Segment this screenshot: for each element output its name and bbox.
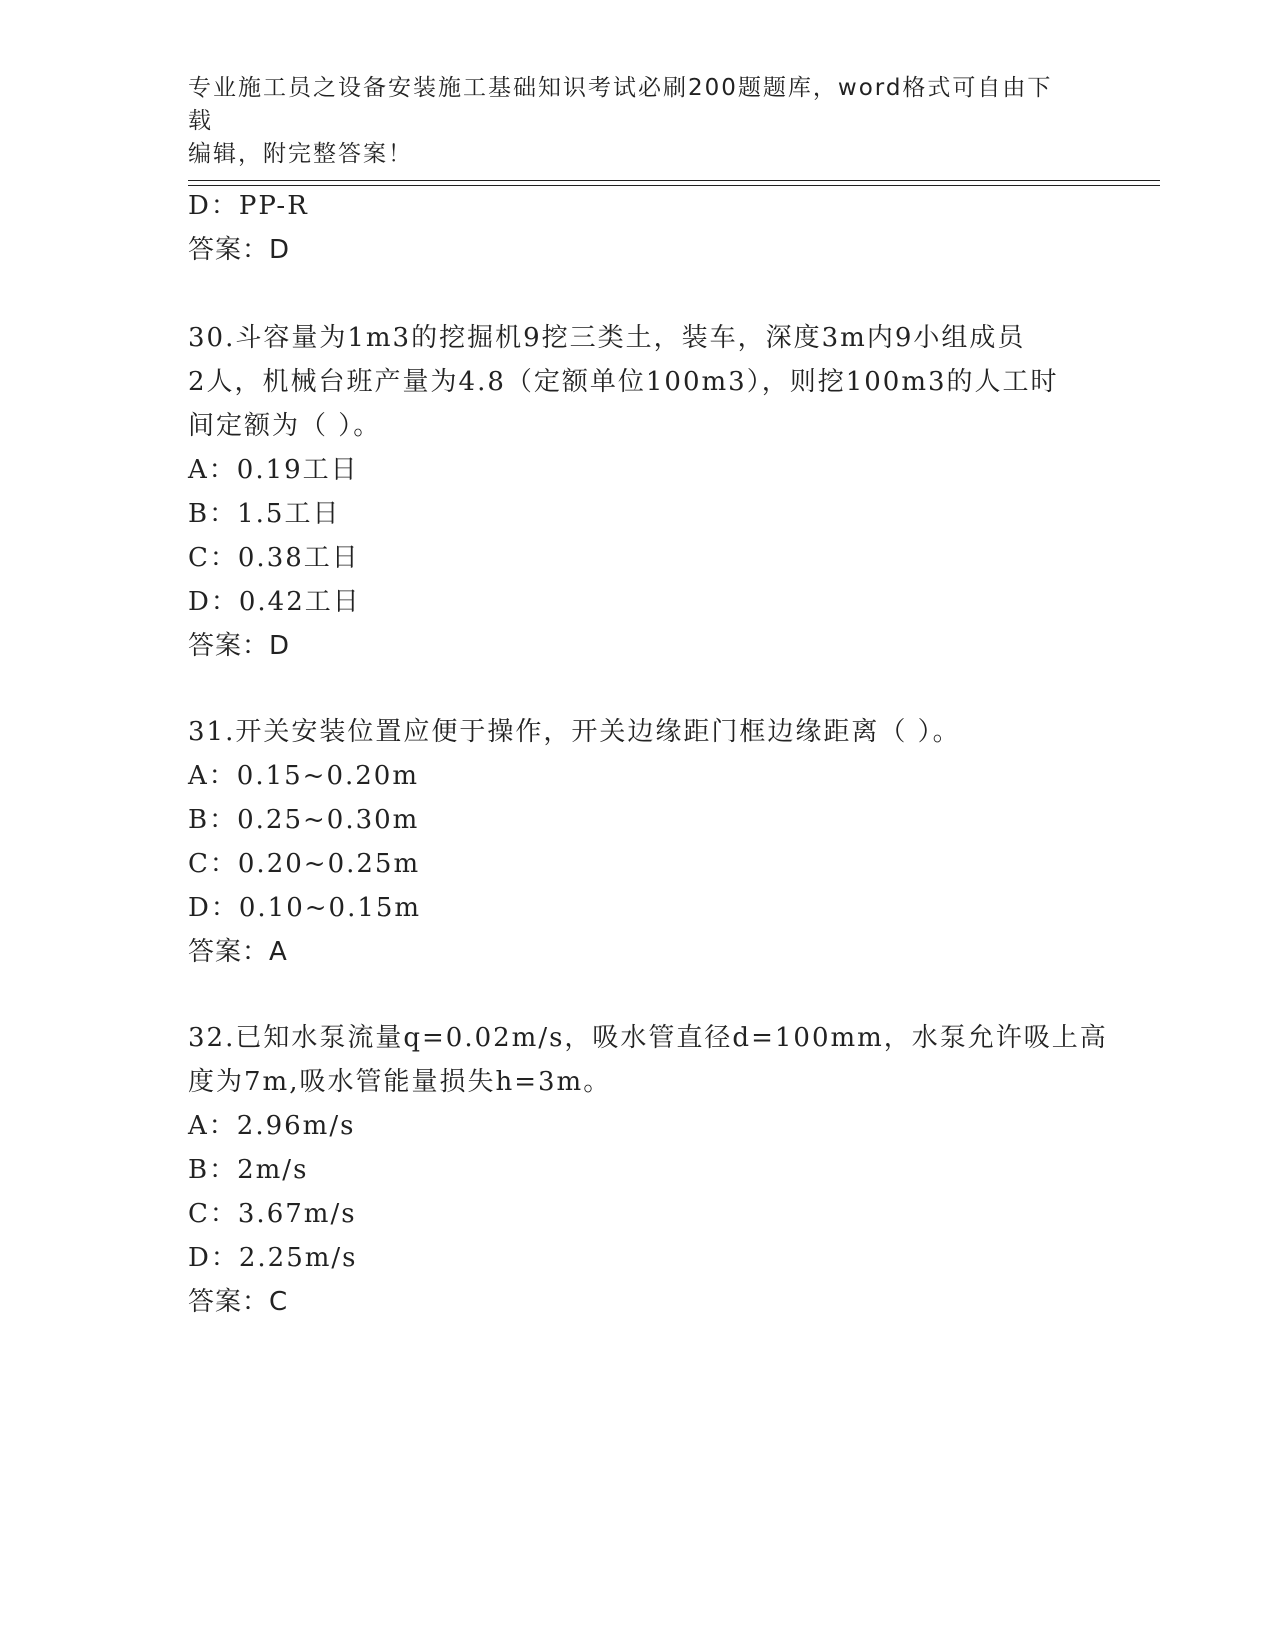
header-title-line-2: 编辑，附完整答案！ bbox=[188, 141, 413, 167]
header-divider-bottom bbox=[188, 185, 1160, 186]
q30-stem-line-1: 30.斗容量为1m3的挖掘机9挖三类土，装车，深度3m内9小组成员 bbox=[188, 323, 1026, 353]
q30-stem-line-2: 2人，机械台班产量为4.8（定额单位100m3），则挖100m3的人工时 bbox=[188, 367, 1059, 397]
q31-option-c: C：0.20~0.25m bbox=[188, 849, 421, 879]
q30-option-b: B：1.5工日 bbox=[188, 499, 341, 529]
q30-option-a: A：0.19工日 bbox=[188, 455, 359, 485]
q32-option-c: C：3.67m/s bbox=[188, 1199, 357, 1229]
q32-answer: 答案：C bbox=[188, 1287, 289, 1317]
q32-option-d: D：2.25m/s bbox=[188, 1243, 358, 1273]
q32-option-b: B：2m/s bbox=[188, 1155, 309, 1185]
q31-option-a: A：0.15~0.20m bbox=[188, 761, 419, 791]
q32-stem-line-2: 度为7m,吸水管能量损失h=3m。 bbox=[188, 1067, 612, 1097]
q31-stem-line-1: 31.开关安装位置应便于操作，开关边缘距门框边缘距离（ ）。 bbox=[188, 717, 961, 747]
header-divider-top bbox=[188, 180, 1160, 181]
q31-answer: 答案：A bbox=[188, 937, 288, 967]
prev-answer: 答案：D bbox=[188, 235, 291, 265]
q30-option-d: D：0.42工日 bbox=[188, 587, 361, 617]
q30-stem-line-3: 间定额为（ ）。 bbox=[188, 411, 382, 441]
document-header bbox=[188, 72, 1068, 171]
header-title-line-1: 专业施工员之设备安装施工基础知识考试必刷200题题库，word格式可自由下载 bbox=[188, 75, 1053, 134]
q30-option-c: C：0.38工日 bbox=[188, 543, 360, 573]
prev-option-d: D：PP-R bbox=[188, 191, 309, 221]
q31-option-d: D：0.10~0.15m bbox=[188, 893, 422, 923]
q32-stem-line-1: 32.已知水泵流量q=0.02m/s，吸水管直径d=100mm，水泵允许吸上高 bbox=[188, 1023, 1108, 1053]
q31-option-b: B：0.25~0.30m bbox=[188, 805, 420, 835]
q32-option-a: A：2.96m/s bbox=[188, 1111, 356, 1141]
q30-answer: 答案：D bbox=[188, 631, 291, 661]
